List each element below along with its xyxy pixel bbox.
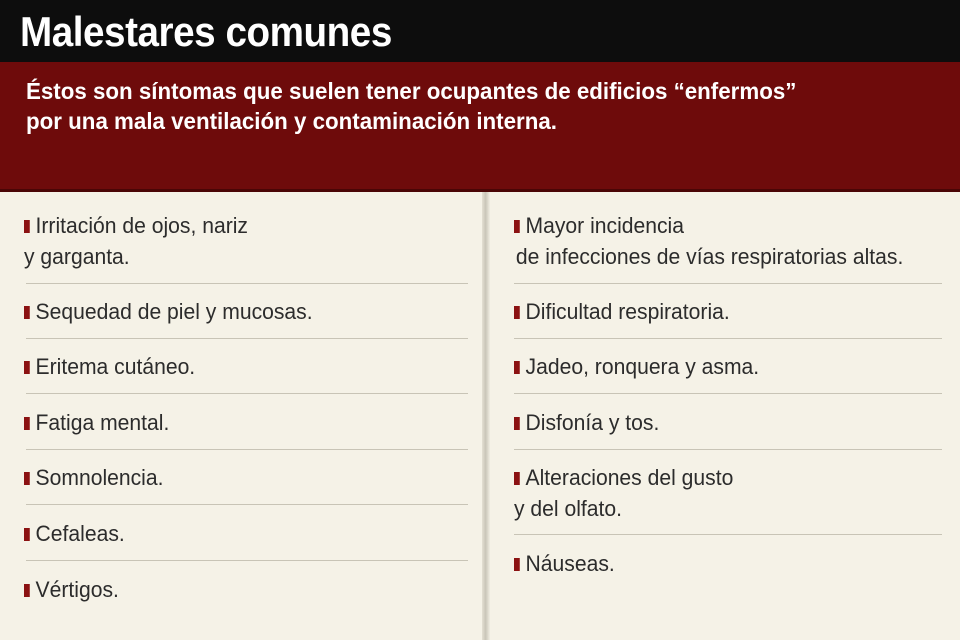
symptom-text-continued: y garganta.	[24, 244, 130, 269]
bullet-icon	[24, 528, 30, 541]
row-divider	[26, 393, 468, 394]
symptom-text: Alteraciones del gusto	[525, 465, 734, 490]
symptom-item-drowsiness	[24, 462, 169, 493]
symptom-item-vertigo	[24, 574, 123, 605]
symptom-item-dryness	[24, 296, 325, 327]
symptom-text: Eritema cutáneo.	[35, 354, 196, 379]
symptom-item-wheezing	[514, 351, 769, 382]
symptom-text: Jadeo, ronquera y asma.	[525, 354, 760, 379]
title-bar	[0, 0, 960, 62]
row-divider	[26, 560, 468, 561]
bullet-icon	[514, 306, 520, 319]
symptom-item-erythema	[24, 351, 202, 382]
symptom-item-infections	[514, 210, 920, 272]
intro-band	[0, 62, 960, 192]
row-divider	[26, 283, 468, 284]
symptom-item-taste-smell	[514, 462, 742, 524]
row-divider	[514, 393, 942, 394]
symptom-text: Somnolencia.	[35, 465, 164, 490]
symptom-text: Dificultad respiratoria.	[525, 299, 730, 324]
symptom-text-continued: y del olfato.	[514, 496, 623, 521]
symptom-text: Mayor incidencia	[525, 213, 684, 238]
page-title: Malestares comunes	[20, 8, 392, 55]
bullet-icon	[24, 220, 30, 233]
column-divider	[482, 192, 490, 640]
intro-line-2: por una mala ventilación y contaminación interna.	[26, 108, 557, 134]
bullet-icon	[514, 472, 520, 485]
symptom-item-nausea	[514, 548, 619, 579]
intro-text	[26, 76, 881, 136]
row-divider	[514, 449, 942, 450]
bullet-icon	[24, 417, 30, 430]
symptom-item-irritation	[24, 210, 257, 272]
bullet-icon	[514, 558, 520, 571]
bullet-icon	[24, 306, 30, 319]
bullet-icon	[24, 472, 30, 485]
symptom-text: Disfonía y tos.	[525, 410, 660, 435]
row-divider	[514, 338, 942, 339]
symptom-text: Náuseas.	[525, 551, 615, 576]
bullet-icon	[514, 220, 520, 233]
row-divider	[26, 449, 468, 450]
row-divider	[514, 534, 942, 535]
symptom-item-dysphonia	[514, 407, 665, 438]
bullet-icon	[24, 584, 30, 597]
row-divider	[26, 504, 468, 505]
row-divider	[26, 338, 468, 339]
bullet-icon	[514, 417, 520, 430]
symptom-text: Vértigos.	[35, 577, 119, 602]
intro-line-1: Éstos son síntomas que suelen tener ocupantes de edificios “enfermos”	[26, 78, 797, 104]
symptom-text-continued: de infecciones de vías respiratorias altas.	[515, 244, 904, 269]
symptom-text: Cefaleas.	[35, 521, 125, 546]
bullet-icon	[514, 361, 520, 374]
bullet-icon	[24, 361, 30, 374]
symptom-item-breathing	[514, 296, 739, 327]
symptom-text: Sequedad de piel y mucosas.	[35, 299, 313, 324]
symptom-text: Irritación de ojos, nariz	[35, 213, 248, 238]
symptom-item-fatigue	[24, 407, 175, 438]
symptom-text: Fatiga mental.	[35, 410, 170, 435]
symptom-item-headaches	[24, 518, 129, 549]
row-divider	[514, 283, 942, 284]
